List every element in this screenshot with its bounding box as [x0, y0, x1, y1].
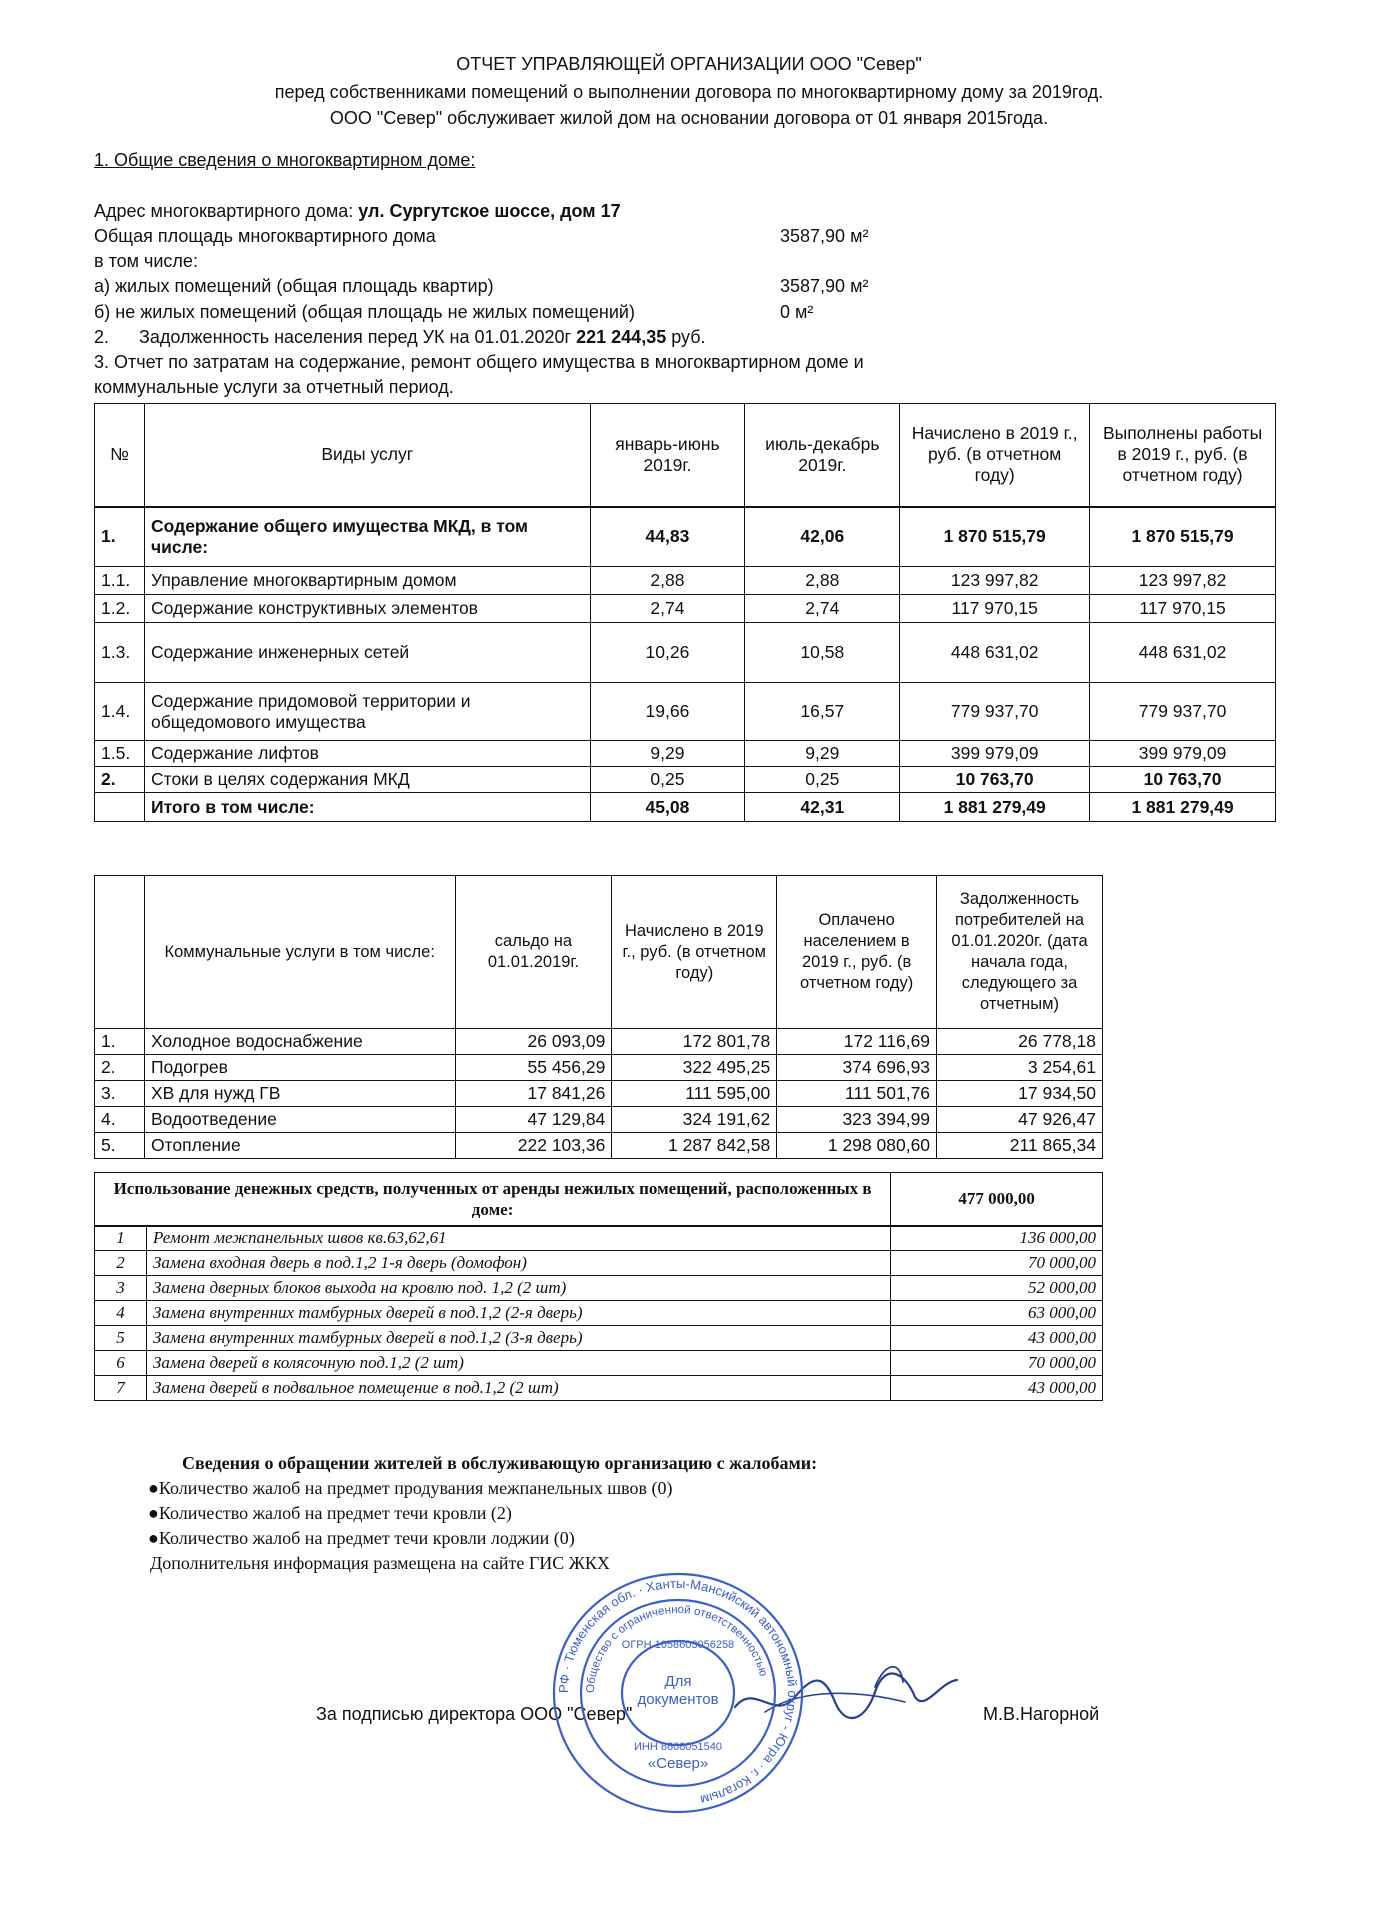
- table-row: [95, 1107, 1103, 1133]
- row-charged: 10 763,70: [900, 767, 1090, 793]
- debt-line: [94, 325, 706, 349]
- row-num: 4: [95, 1301, 147, 1326]
- debt-num: 2.: [94, 327, 110, 347]
- row-name: Замена дверей в подвальное помещение в под.1,2 (2 шт): [146, 1376, 890, 1401]
- rent-header-text: Использование денежных средств, полученных от аренды нежилых помещений, расположенных в доме:: [95, 1173, 891, 1226]
- row-done: 399 979,09: [1090, 741, 1276, 767]
- row-num: 2.: [95, 767, 145, 793]
- row-num: 3: [95, 1276, 147, 1301]
- row-saldo: 55 456,29: [455, 1055, 612, 1081]
- row-name: Замена входная дверь в под.1,2 1-я дверь (домофон): [146, 1251, 890, 1276]
- row-num: 1.: [95, 507, 145, 567]
- row-name: Стоки в целях содержания МКД: [144, 767, 590, 793]
- table-header-row: [95, 876, 1103, 1029]
- company-seal: [548, 1568, 808, 1818]
- row-saldo: 17 841,26: [455, 1081, 612, 1107]
- row-paid: 172 116,69: [777, 1029, 937, 1055]
- header-cell: №: [95, 404, 145, 507]
- table-row: [95, 1351, 1103, 1376]
- utilities-table: [94, 875, 1103, 1159]
- header-cell: Начислено в 2019 г., руб. (в отчетном году): [900, 404, 1090, 507]
- row-charged: 399 979,09: [900, 741, 1090, 767]
- nonresidential-value: 0 м²: [780, 302, 814, 322]
- debt-value: 221 244,35: [576, 327, 667, 347]
- row-name: Содержание конструктивных элементов: [144, 595, 590, 623]
- row-h1: 19,66: [590, 683, 745, 741]
- row-h1: 44,83: [590, 507, 745, 567]
- row-h2: 2,74: [745, 595, 900, 623]
- row-num: 1.1.: [95, 567, 145, 595]
- table-row: [95, 567, 1276, 595]
- table-header-row: [95, 1173, 1103, 1226]
- row-done: 117 970,15: [1090, 595, 1276, 623]
- row-name: Итого в том числе:: [144, 793, 590, 822]
- header-cell: Задолженность потребителей на 01.01.2020г. (дата начала года, следующего за отчетным): [937, 876, 1103, 1029]
- table-row: [95, 1081, 1103, 1107]
- header-cell: Коммунальные услуги в том числе:: [144, 876, 455, 1029]
- complaint-item: ●Количество жалоб на предмет течи кровли (2): [148, 1503, 512, 1523]
- seal-inner-text: Общество с ограниченной ответственностью: [584, 1603, 770, 1694]
- table-row: [95, 595, 1276, 623]
- row-charged: 322 495,25: [612, 1055, 777, 1081]
- signature-label: За подписью директора ООО "Север": [316, 1704, 633, 1724]
- table-row: [95, 1029, 1103, 1055]
- row-name: Содержание инженерных сетей: [144, 623, 590, 683]
- row-num: [95, 793, 145, 822]
- row-charged: 123 997,82: [900, 567, 1090, 595]
- row-charged: 1 870 515,79: [900, 507, 1090, 567]
- row-num: 1.3.: [95, 623, 145, 683]
- header-cell: Виды услуг: [144, 404, 590, 507]
- row-num: 5: [95, 1326, 147, 1351]
- row-saldo: 47 129,84: [455, 1107, 612, 1133]
- row-saldo: 222 103,36: [455, 1133, 612, 1159]
- row-name: Холодное водоснабжение: [144, 1029, 455, 1055]
- seal-org: «Север»: [647, 1755, 709, 1772]
- row-charged: 448 631,02: [900, 623, 1090, 683]
- row-done: 1 870 515,79: [1090, 507, 1276, 567]
- contract-info: ООО "Север" обслуживает жилой дом на основании договора от 01 января 2015года.: [329, 108, 1049, 128]
- header-cell: Выполнены работы в 2019 г., руб. (в отчетном году): [1090, 404, 1276, 507]
- row-h1: 2,74: [590, 595, 745, 623]
- row-num: 2: [95, 1251, 147, 1276]
- table-row: [95, 1251, 1103, 1276]
- row-name: Подогрев: [144, 1055, 455, 1081]
- row-debt: 26 778,18: [937, 1029, 1103, 1055]
- rent-funds-table: [94, 1172, 1103, 1401]
- row-charged: 117 970,15: [900, 595, 1090, 623]
- table-row: [95, 507, 1276, 567]
- row-debt: 17 934,50: [937, 1081, 1103, 1107]
- row-done: 779 937,70: [1090, 683, 1276, 741]
- director-name: М.В.Нагорной: [983, 1704, 1100, 1724]
- general-heading: 1. Общие сведения о многоквартирном доме:: [94, 150, 476, 170]
- row-h1: 10,26: [590, 623, 745, 683]
- row-charged: 779 937,70: [900, 683, 1090, 741]
- row-name: Содержание придомовой территории и общедомового имущества: [144, 683, 590, 741]
- nonresidential-label: б) не жилых помещений (общая площадь не жилых помещений): [94, 302, 635, 322]
- row-charged: 1 881 279,49: [900, 793, 1090, 822]
- table-row: [95, 767, 1276, 793]
- row-num: 7: [95, 1376, 147, 1401]
- residential-value: 3587,90 м²: [780, 276, 869, 296]
- report-title: ОТЧЕТ УПРАВЛЯЮЩЕЙ ОРГАНИЗАЦИИ ООО "Север": [456, 54, 922, 74]
- table-row: [95, 1326, 1103, 1351]
- including-label: в том числе:: [94, 251, 198, 271]
- debt-label: Задолженность населения перед УК на 01.01.2020г: [139, 327, 577, 347]
- row-h2: 2,88: [745, 567, 900, 595]
- row-done: 123 997,82: [1090, 567, 1276, 595]
- row-amount: 136 000,00: [891, 1226, 1103, 1251]
- row-done: 448 631,02: [1090, 623, 1276, 683]
- row-paid: 111 501,76: [777, 1081, 937, 1107]
- table-row: [95, 1133, 1103, 1159]
- row-paid: 323 394,99: [777, 1107, 937, 1133]
- row-h2: 42,31: [745, 793, 900, 822]
- row-name: Содержание лифтов: [144, 741, 590, 767]
- report-line-2: коммунальные услуги за отчетный период.: [94, 377, 454, 397]
- row-saldo: 26 093,09: [455, 1029, 612, 1055]
- seal-ogrn: ОГРН 1058603056258: [621, 1639, 735, 1651]
- row-name: Управление многоквартирным домом: [144, 567, 590, 595]
- row-h1: 2,88: [590, 567, 745, 595]
- row-name: ХВ для нужд ГВ: [144, 1081, 455, 1107]
- row-num: 1.4.: [95, 683, 145, 741]
- complaint-item: ●Количество жалоб на предмет продувания межпанельных швов (0): [148, 1478, 673, 1498]
- row-num: 5.: [95, 1133, 145, 1159]
- row-num: 2.: [95, 1055, 145, 1081]
- table-row: [95, 1055, 1103, 1081]
- header-cell: Начислено в 2019 г., руб. (в отчетном году): [612, 876, 777, 1029]
- row-amount: 43 000,00: [891, 1326, 1103, 1351]
- row-amount: 70 000,00: [891, 1351, 1103, 1376]
- row-num: 1.5.: [95, 741, 145, 767]
- services-table: [94, 403, 1276, 822]
- row-debt: 3 254,61: [937, 1055, 1103, 1081]
- total-area-value: 3587,90 м²: [780, 226, 869, 246]
- row-num: 3.: [95, 1081, 145, 1107]
- row-h1: 45,08: [590, 793, 745, 822]
- complaints-heading: Сведения о обращении жителей в обслуживающую организацию с жалобами:: [182, 1453, 818, 1473]
- row-done: 1 881 279,49: [1090, 793, 1276, 822]
- row-charged: 111 595,00: [612, 1081, 777, 1107]
- report-subtitle: перед собственниками помещений о выполнении договора по многоквартирному дому за 2019год.: [274, 82, 1104, 102]
- row-name: Отопление: [144, 1133, 455, 1159]
- seal-center-2: документов: [637, 1691, 719, 1708]
- row-paid: 1 298 080,60: [777, 1133, 937, 1159]
- row-h2: 16,57: [745, 683, 900, 741]
- address-label: Адрес многоквартирного дома:: [94, 201, 359, 221]
- row-done: 10 763,70: [1090, 767, 1276, 793]
- row-h1: 0,25: [590, 767, 745, 793]
- header-cell: [95, 876, 145, 1029]
- seal-inn: ИНН 8608051540: [633, 1741, 723, 1753]
- table-row: [95, 1301, 1103, 1326]
- table-row: [95, 1276, 1103, 1301]
- row-num: 4.: [95, 1107, 145, 1133]
- row-charged: 324 191,62: [612, 1107, 777, 1133]
- gis-info: Дополнительня информация размещена на сайте ГИС ЖКХ: [150, 1553, 610, 1573]
- row-name: Водоотведение: [144, 1107, 455, 1133]
- table-row: [95, 683, 1276, 741]
- row-num: 6: [95, 1351, 147, 1376]
- row-amount: 43 000,00: [891, 1376, 1103, 1401]
- row-amount: 63 000,00: [891, 1301, 1103, 1326]
- table-row: [95, 1226, 1103, 1251]
- row-h2: 0,25: [745, 767, 900, 793]
- rent-header-total: 477 000,00: [891, 1173, 1103, 1226]
- complaint-item: ●Количество жалоб на предмет течи кровли лоджии (0): [148, 1528, 575, 1548]
- row-paid: 374 696,93: [777, 1055, 937, 1081]
- debt-unit: руб.: [666, 327, 706, 347]
- row-h2: 10,58: [745, 623, 900, 683]
- row-debt: 211 865,34: [937, 1133, 1103, 1159]
- row-name: Замена дверных блоков выхода на кровлю под. 1,2 (2 шт): [146, 1276, 890, 1301]
- row-charged: 172 801,78: [612, 1029, 777, 1055]
- report-line-1: 3. Отчет по затратам на содержание, ремонт общего имущества в многоквартирном доме и: [94, 352, 864, 372]
- row-h2: 42,06: [745, 507, 900, 567]
- row-amount: 70 000,00: [891, 1251, 1103, 1276]
- table-row: [95, 741, 1276, 767]
- address-value: ул. Сургутское шоссе, дом 17: [358, 201, 621, 221]
- seal-center-1: Для: [664, 1673, 692, 1690]
- table-row: [95, 623, 1276, 683]
- row-name: Замена внутренних тамбурных дверей в под.1,2 (3-я дверь): [146, 1326, 890, 1351]
- row-debt: 47 926,47: [937, 1107, 1103, 1133]
- table-row: [95, 1376, 1103, 1401]
- row-num: 1: [95, 1226, 147, 1251]
- row-num: 1.: [95, 1029, 145, 1055]
- row-amount: 52 000,00: [891, 1276, 1103, 1301]
- row-name: Замена внутренних тамбурных дверей в под.1,2 (2-я дверь): [146, 1301, 890, 1326]
- row-charged: 1 287 842,58: [612, 1133, 777, 1159]
- row-h1: 9,29: [590, 741, 745, 767]
- row-num: 1.2.: [95, 595, 145, 623]
- row-h2: 9,29: [745, 741, 900, 767]
- total-area-label: Общая площадь многоквартирного дома: [94, 226, 436, 246]
- header-cell: сальдо на 01.01.2019г.: [455, 876, 612, 1029]
- seal-ring-text: РФ · Тюменская обл. · Ханты-Мансийский автономный округ - Югра · г. Когалым: [555, 1575, 801, 1808]
- row-name: Замена дверей в колясочную под.1,2 (2 шт): [146, 1351, 890, 1376]
- residential-label: а) жилых помещений (общая площадь квартир): [94, 276, 494, 296]
- row-name: Содержание общего имущества МКД, в том числе:: [144, 507, 590, 567]
- address-line: [94, 199, 621, 223]
- table-total-row: [95, 793, 1276, 822]
- table-header-row: [95, 404, 1276, 507]
- header-cell: Оплачено населением в 2019 г., руб. (в отчетном году): [777, 876, 937, 1029]
- row-name: Ремонт межпанельных швов кв.63,62,61: [146, 1226, 890, 1251]
- header-cell: июль-декабрь 2019г.: [745, 404, 900, 507]
- header-cell: январь-июнь 2019г.: [590, 404, 745, 507]
